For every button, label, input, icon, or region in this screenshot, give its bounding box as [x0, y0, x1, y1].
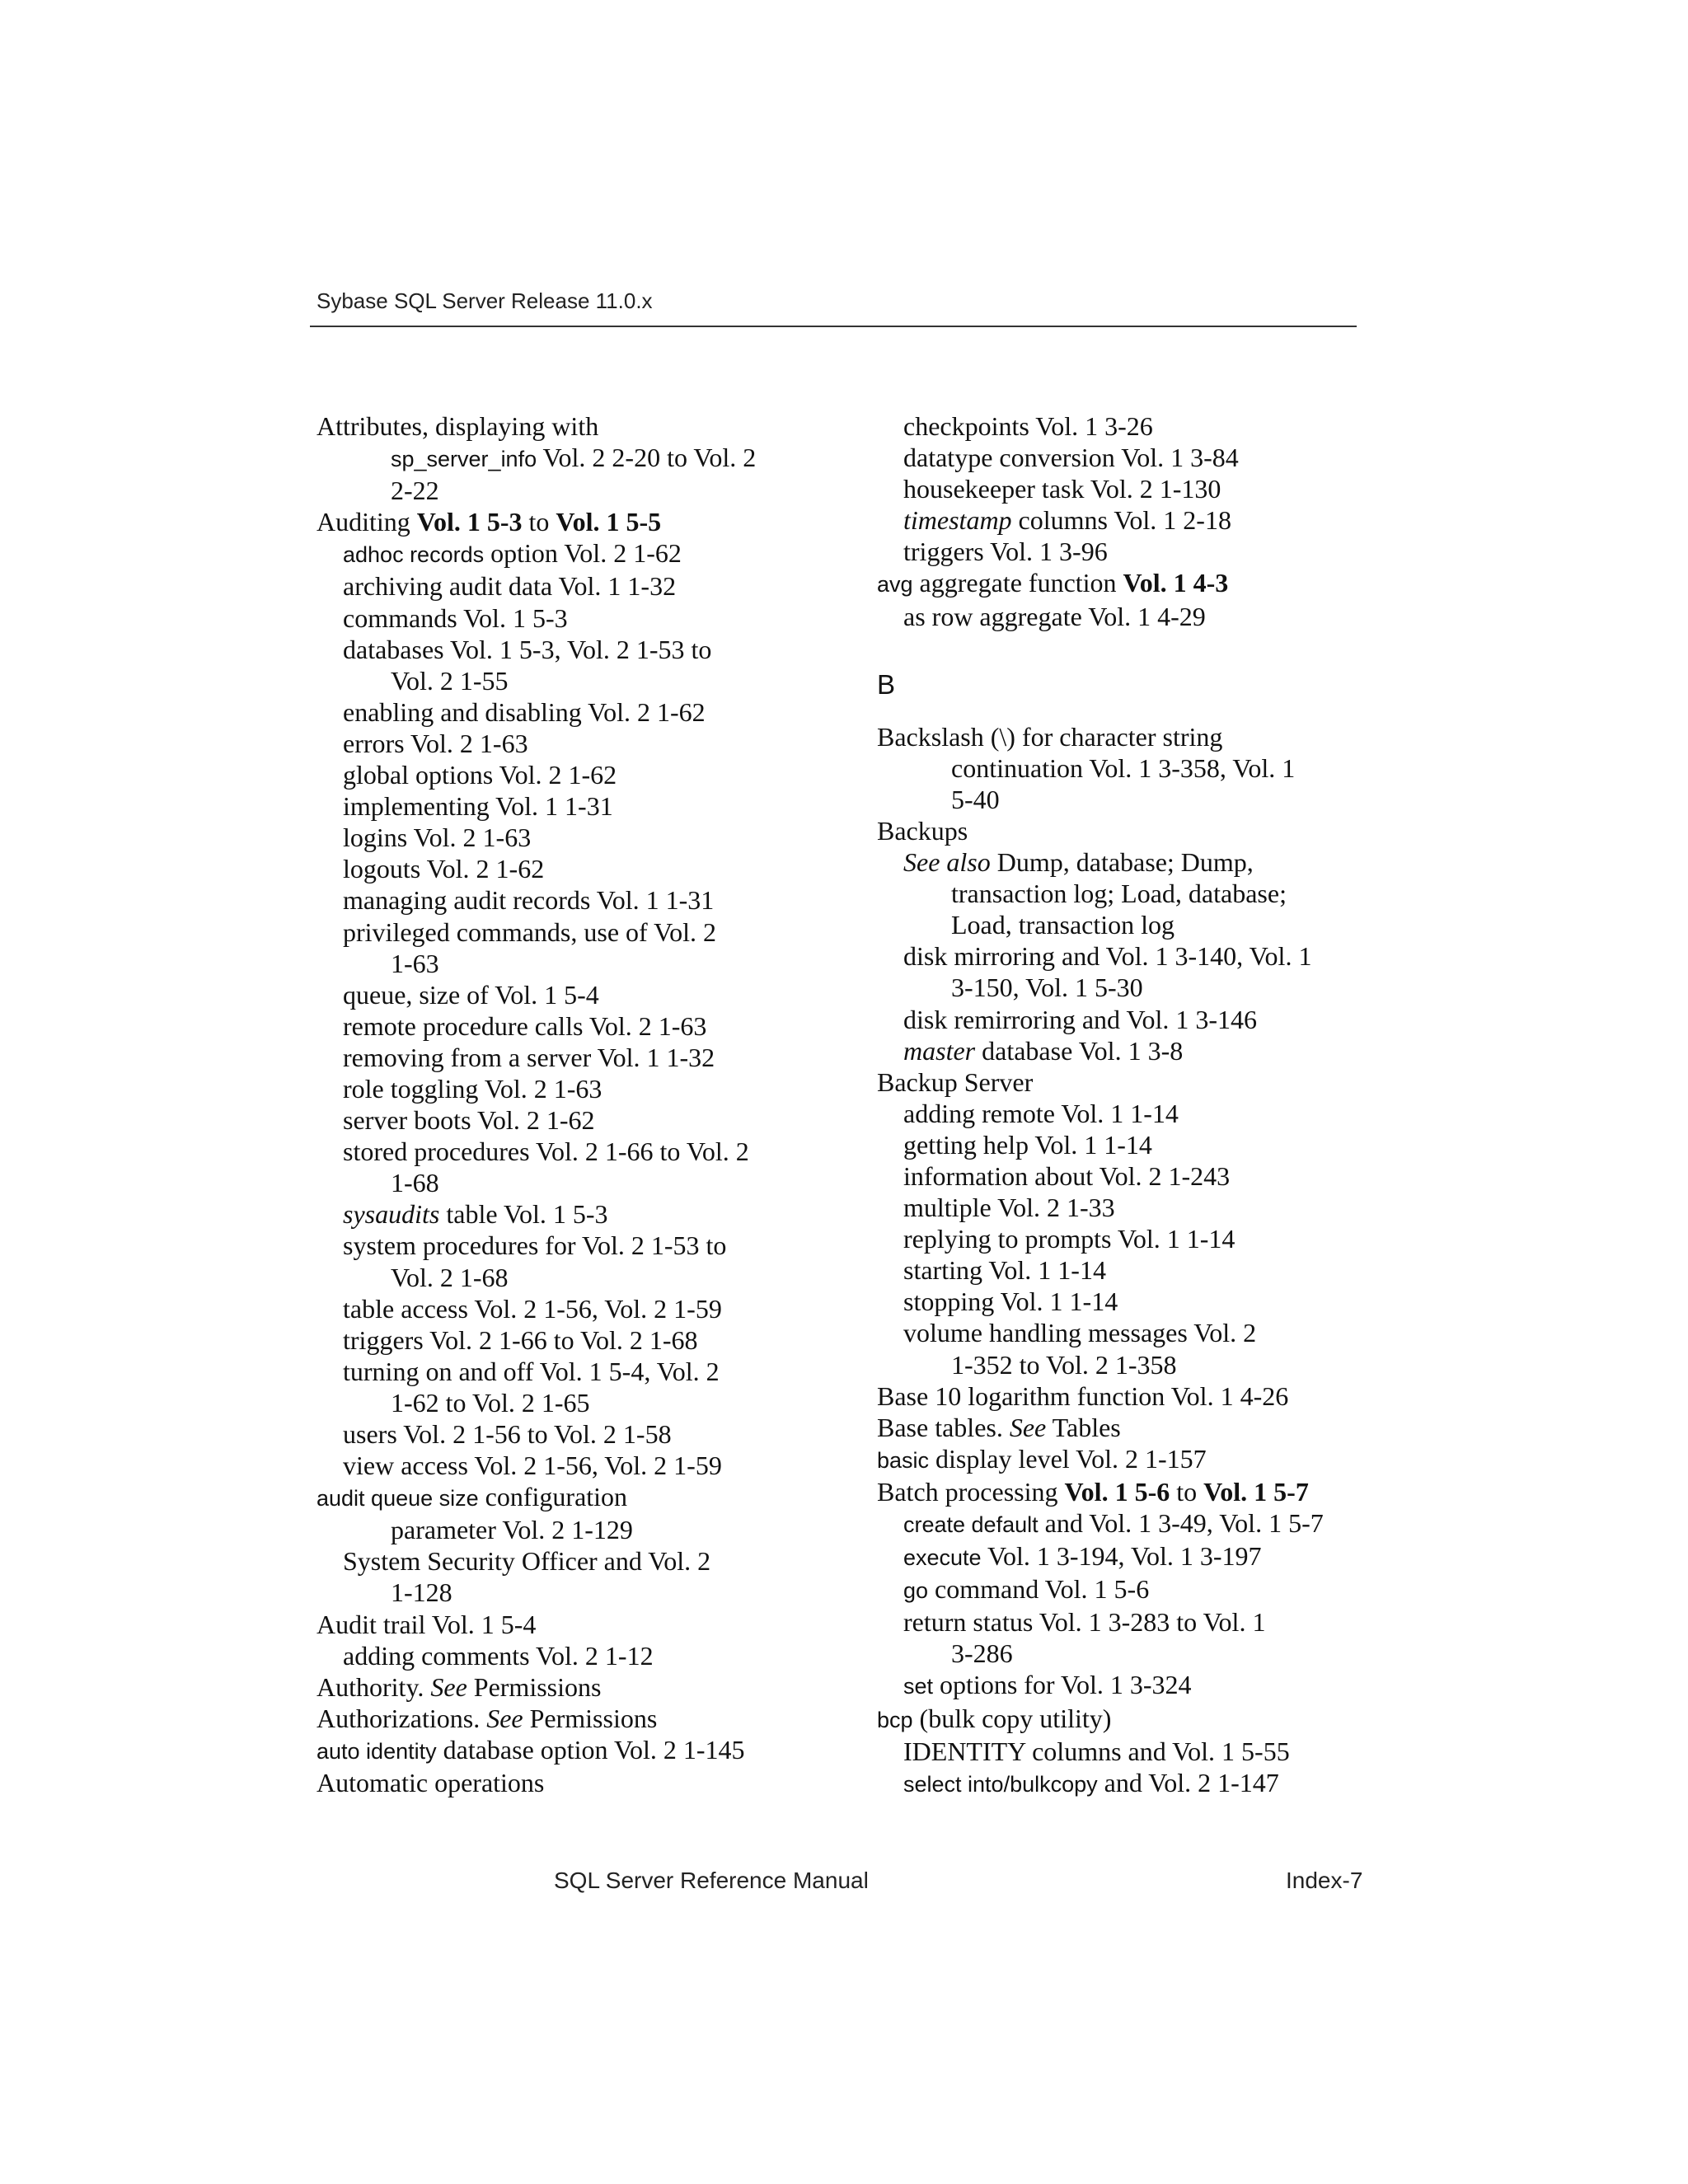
index-entry: remote procedure calls Vol. 2 1-63: [343, 1010, 707, 1041]
index-entry: auto identity database option Vol. 2 1-145: [316, 1734, 745, 1765]
index-entry: adding remote Vol. 1 1-14: [903, 1098, 1179, 1128]
index-entry: sysaudits table Vol. 1 5-3: [343, 1199, 608, 1230]
index-entry: commands Vol. 1 5-3: [343, 602, 568, 633]
page-number: Index-7: [1286, 1868, 1363, 1893]
index-entry: volume handling messages Vol. 2: [903, 1318, 1257, 1348]
index-entry: enabling and disabling Vol. 2 1-62: [343, 696, 706, 727]
index-entry: triggers Vol. 1 3-96: [903, 537, 1108, 567]
index-entry: 1-128: [391, 1577, 452, 1608]
index-entry: create default and Vol. 1 3-49, Vol. 1 5-7: [903, 1508, 1324, 1538]
index-entry: 3-150, Vol. 1 5-30: [951, 972, 1143, 1003]
footer-manual-title: SQL Server Reference Manual: [554, 1868, 869, 1893]
section-letter-heading: B: [877, 668, 896, 700]
index-entry: Backslash (\) for character string: [877, 721, 1223, 752]
index-entry: databases Vol. 1 5-3, Vol. 2 1-53 to: [343, 634, 712, 664]
index-entry: stopping Vol. 1 1-14: [903, 1286, 1118, 1317]
index-column-left: [316, 410, 844, 1798]
index-entry: select into/bulkcopy and Vol. 2 1-147: [903, 1767, 1279, 1797]
index-entry: privileged commands, use of Vol. 2: [343, 916, 716, 947]
index-entry: datatype conversion Vol. 1 3-84: [903, 443, 1239, 473]
index-entry: role toggling Vol. 2 1-63: [343, 1073, 603, 1104]
index-entry: adding comments Vol. 2 1-12: [343, 1640, 654, 1671]
index-entry: 3-286: [951, 1638, 1013, 1669]
index-entry: server boots Vol. 2 1-62: [343, 1105, 595, 1136]
index-entry: archiving audit data Vol. 1 1-32: [343, 571, 677, 602]
index-entry: Vol. 2 1-68: [391, 1262, 509, 1292]
index-entry: as row aggregate Vol. 1 4-29: [903, 601, 1206, 631]
index-entry: Automatic operations: [316, 1768, 545, 1798]
index-entry: multiple Vol. 2 1-33: [903, 1193, 1115, 1223]
index-entry: Batch processing Vol. 1 5-6 to Vol. 1 5-7: [877, 1476, 1309, 1507]
index-entry: starting Vol. 1 1-14: [903, 1255, 1106, 1286]
header-rule: [310, 326, 1357, 327]
index-entry: bcp (bulk copy utility): [877, 1703, 1112, 1733]
index-entry: checkpoints Vol. 1 3-26: [903, 411, 1153, 441]
index-entry: parameter Vol. 2 1-129: [391, 1515, 633, 1545]
index-entry: 5-40: [951, 784, 1000, 814]
index-entry: master database Vol. 1 3-8: [903, 1035, 1184, 1066]
index-entry: System Security Officer and Vol. 2: [343, 1546, 711, 1577]
index-entry: Base tables. See Tables: [877, 1412, 1121, 1442]
index-entry: triggers Vol. 2 1-66 to Vol. 2 1-68: [343, 1324, 698, 1355]
index-entry: managing audit records Vol. 1 1-31: [343, 885, 715, 916]
index-entry: Authority. See Permissions: [316, 1671, 602, 1702]
index-entry: queue, size of Vol. 1 5-4: [343, 979, 599, 1010]
index-entry: table access Vol. 2 1-56, Vol. 2 1-59: [343, 1293, 722, 1324]
index-entry: Authorizations. See Permissions: [316, 1703, 658, 1733]
index-entry: errors Vol. 2 1-63: [343, 728, 528, 758]
index-list-a-continued: [877, 410, 1388, 632]
index-entry: adhoc records option Vol. 2 1-62: [343, 538, 682, 569]
index-entry: implementing Vol. 1 1-31: [343, 791, 613, 822]
index-entry: 2-22: [391, 476, 439, 506]
index-entry: audit queue size configuration: [316, 1482, 628, 1512]
index-entry: transaction log; Load, database;: [951, 879, 1287, 909]
index-entry: housekeeper task Vol. 2 1-130: [903, 474, 1221, 504]
index-entry: 1-62 to Vol. 2 1-65: [391, 1387, 590, 1418]
index-entry: Vol. 2 1-55: [391, 665, 509, 696]
index-list-b: [877, 721, 1388, 1800]
index-entry: system procedures for Vol. 2 1-53 to: [343, 1230, 727, 1261]
index-entry: Attributes, displaying with: [316, 411, 599, 441]
index-entry: users Vol. 2 1-56 to Vol. 2 1-58: [343, 1419, 672, 1449]
index-entry: return status Vol. 1 3-283 to Vol. 1: [903, 1607, 1266, 1638]
index-entry: removing from a server Vol. 1 1-32: [343, 1042, 715, 1072]
index-entry: disk remirroring and Vol. 1 3-146: [903, 1004, 1257, 1034]
index-entry: logouts Vol. 2 1-62: [343, 854, 545, 884]
index-entry: Auditing Vol. 1 5-3 to Vol. 1 5-5: [316, 507, 662, 537]
index-entry: 1-63: [391, 948, 439, 978]
index-entry: sp_server_info Vol. 2 2-20 to Vol. 2: [391, 443, 757, 473]
index-entry: Backup Server: [877, 1066, 1034, 1097]
index-entry: stored procedures Vol. 2 1-66 to Vol. 2: [343, 1137, 749, 1167]
index-entry: basic display level Vol. 2 1-157: [877, 1443, 1207, 1474]
index-entry: set options for Vol. 1 3-324: [903, 1670, 1192, 1700]
running-header: Sybase SQL Server Release 11.0.x: [316, 288, 653, 313]
index-entry: See also Dump, database; Dump,: [903, 847, 1254, 878]
index-entry: turning on and off Vol. 1 5-4, Vol. 2: [343, 1356, 720, 1386]
index-entry: information about Vol. 2 1-243: [903, 1160, 1231, 1191]
index-entry: Base 10 logarithm function Vol. 1 4-26: [877, 1380, 1289, 1411]
index-entry: global options Vol. 2 1-62: [343, 760, 617, 790]
index-entry: continuation Vol. 1 3-358, Vol. 1: [951, 752, 1296, 783]
index-entry: 1-68: [391, 1168, 439, 1198]
index-entry: getting help Vol. 1 1-14: [903, 1129, 1152, 1160]
index-entry: Audit trail Vol. 1 5-4: [316, 1609, 537, 1639]
index-entry: Load, transaction log: [951, 910, 1175, 940]
index-entry: execute Vol. 1 3-194, Vol. 1 3-197: [903, 1541, 1262, 1572]
index-entry: 1-352 to Vol. 2 1-358: [951, 1349, 1177, 1380]
index-entry: Backups: [877, 815, 968, 846]
index-entry: replying to prompts Vol. 1 1-14: [903, 1224, 1236, 1254]
index-entry: IDENTITY columns and Vol. 1 5-55: [903, 1736, 1290, 1766]
index-entry: go command Vol. 1 5-6: [903, 1574, 1150, 1605]
index-entry: timestamp columns Vol. 1 2-18: [903, 505, 1231, 536]
index-entry: avg aggregate function Vol. 1 4-3: [877, 568, 1229, 598]
index-entry: view access Vol. 2 1-56, Vol. 2 1-59: [343, 1451, 722, 1481]
index-entry: logins Vol. 2 1-63: [343, 823, 532, 853]
index-entry: disk mirroring and Vol. 1 3-140, Vol. 1: [903, 941, 1312, 972]
index-column-right: [877, 410, 1388, 1800]
